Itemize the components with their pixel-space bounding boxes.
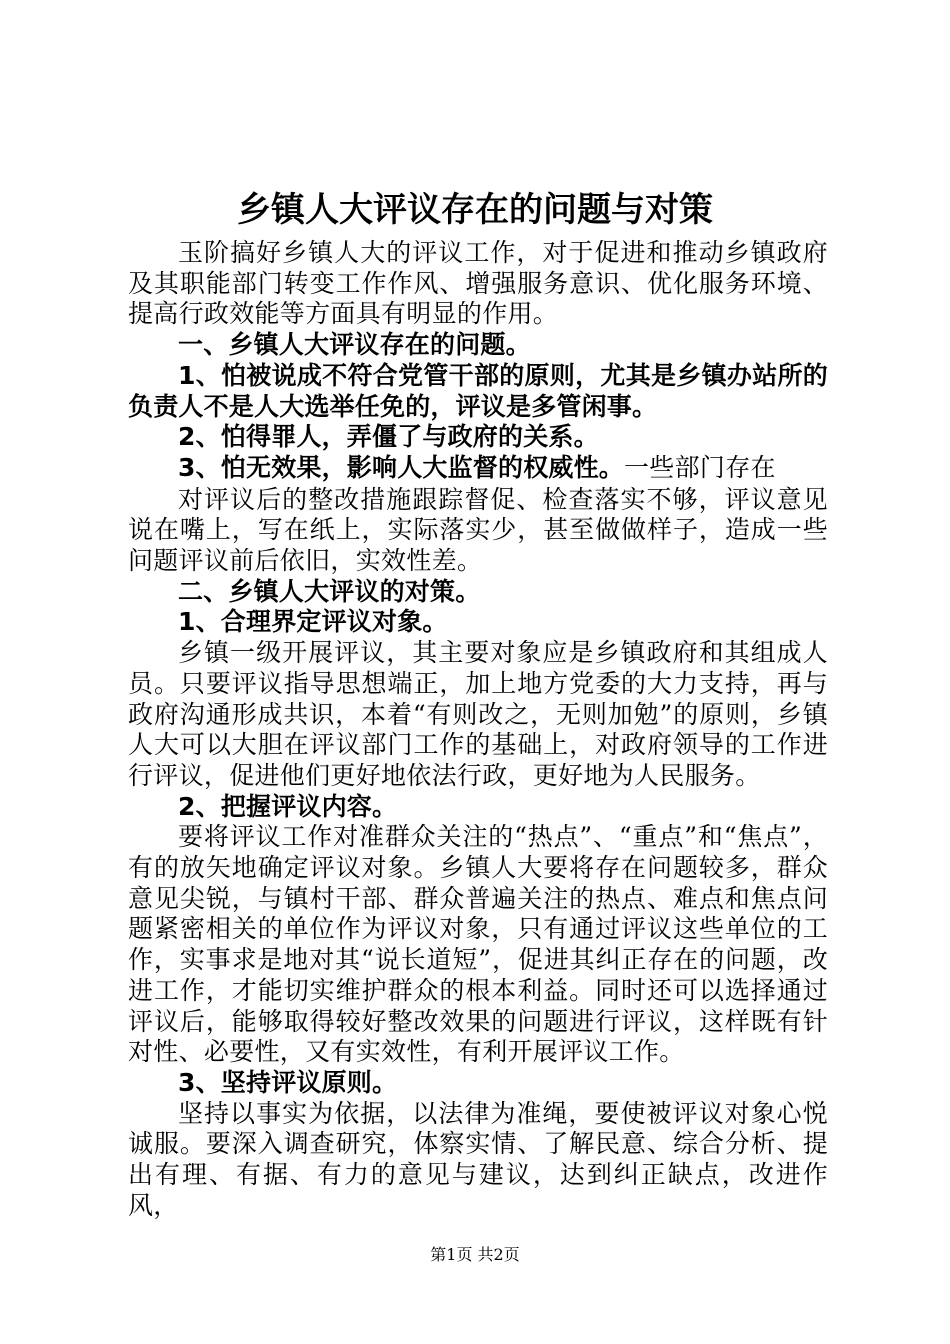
heading-section-1: 一、乡镇人大评议存在的问题。: [178, 330, 531, 360]
document-body: [128, 238, 828, 1222]
point-1-3-heading: 3、怕无效果，影响人大监督的权威性。: [178, 452, 624, 482]
point-1-3-text: 一些部门存在: [624, 452, 776, 482]
paragraph-2-1: 乡镇一级开展评议，其主要对象应是乡镇政府和其组成人员。只要评议指导思想端正，加上地方党委的大力支持，再与政府沟通形成共识，本着“有则改之，无则加勉”的原则，乡镇人大可以大胆在评议部门工作的基础上，对政府领导的工作进行评议，促进他们更好地依法行政，更好地为人民服务。: [128, 638, 828, 790]
point-1-2: 2、怕得罪人，弄僵了与政府的关系。: [178, 422, 599, 452]
subheading-2-3: 3、坚持评议原则。: [178, 1067, 398, 1097]
point-1-1: 1、怕被说成不符合党管干部的原则，尤其是乡镇办站所的负责人不是人大选举任免的，评议是多管闲事。: [128, 360, 828, 421]
subheading-2-2: 2、把握评议内容。: [178, 791, 398, 821]
heading-section-2: 二、乡镇人大评议的对策。: [178, 576, 481, 606]
paragraph-1-3-body: 对评议后的整改措施跟踪督促、检查落实不够，评议意见说在嘴上，写在纸上，实际落实少，甚至做做样子，造成一些问题评议前后依旧，实效性差。: [128, 484, 828, 576]
subheading-2-1: 1、合理界定评议对象。: [178, 607, 448, 637]
paragraph-2-2: 要将评议工作对准群众关注的“热点”、“重点”和“焦点”，有的放矢地确定评议对象。乡镇人大要将存在问题较多，群众意见尖锐，与镇村干部、群众普遍关注的热点、难点和焦点问题紧密相关的单位作为评议对象，只有通过评议这些单位的工作，实事求是地对其“说长道短”，促进其纠正存在的问题，改进工作，才能切实维护群众的根本利益。同时还可以选择通过评议后，能够取得较好整改效果的问题进行评议，这样既有针对性、必要性，又有实效性，有利开展评议工作。: [128, 822, 828, 1067]
paragraph-intro: 玉阶搞好乡镇人大的评议工作，对于促进和推动乡镇政府及其职能部门转变工作作风、增强服务意识、优化服务环境、提高行政效能等方面具有明显的作用。: [128, 238, 828, 329]
page-footer: 第1页 共2页: [430, 1245, 520, 1264]
paragraph-2-3: 坚持以事实为依据，以法律为准绳，要使被评议对象心悦诚服。要深入调查研究，体察实情、了解民意、综合分析、提出有理、有据、有力的意见与建议，达到纠正缺点，改进作风，: [128, 1098, 828, 1220]
point-1-3: [128, 453, 828, 485]
document-title: 乡镇人大评议存在的问题与对策: [237, 190, 713, 230]
